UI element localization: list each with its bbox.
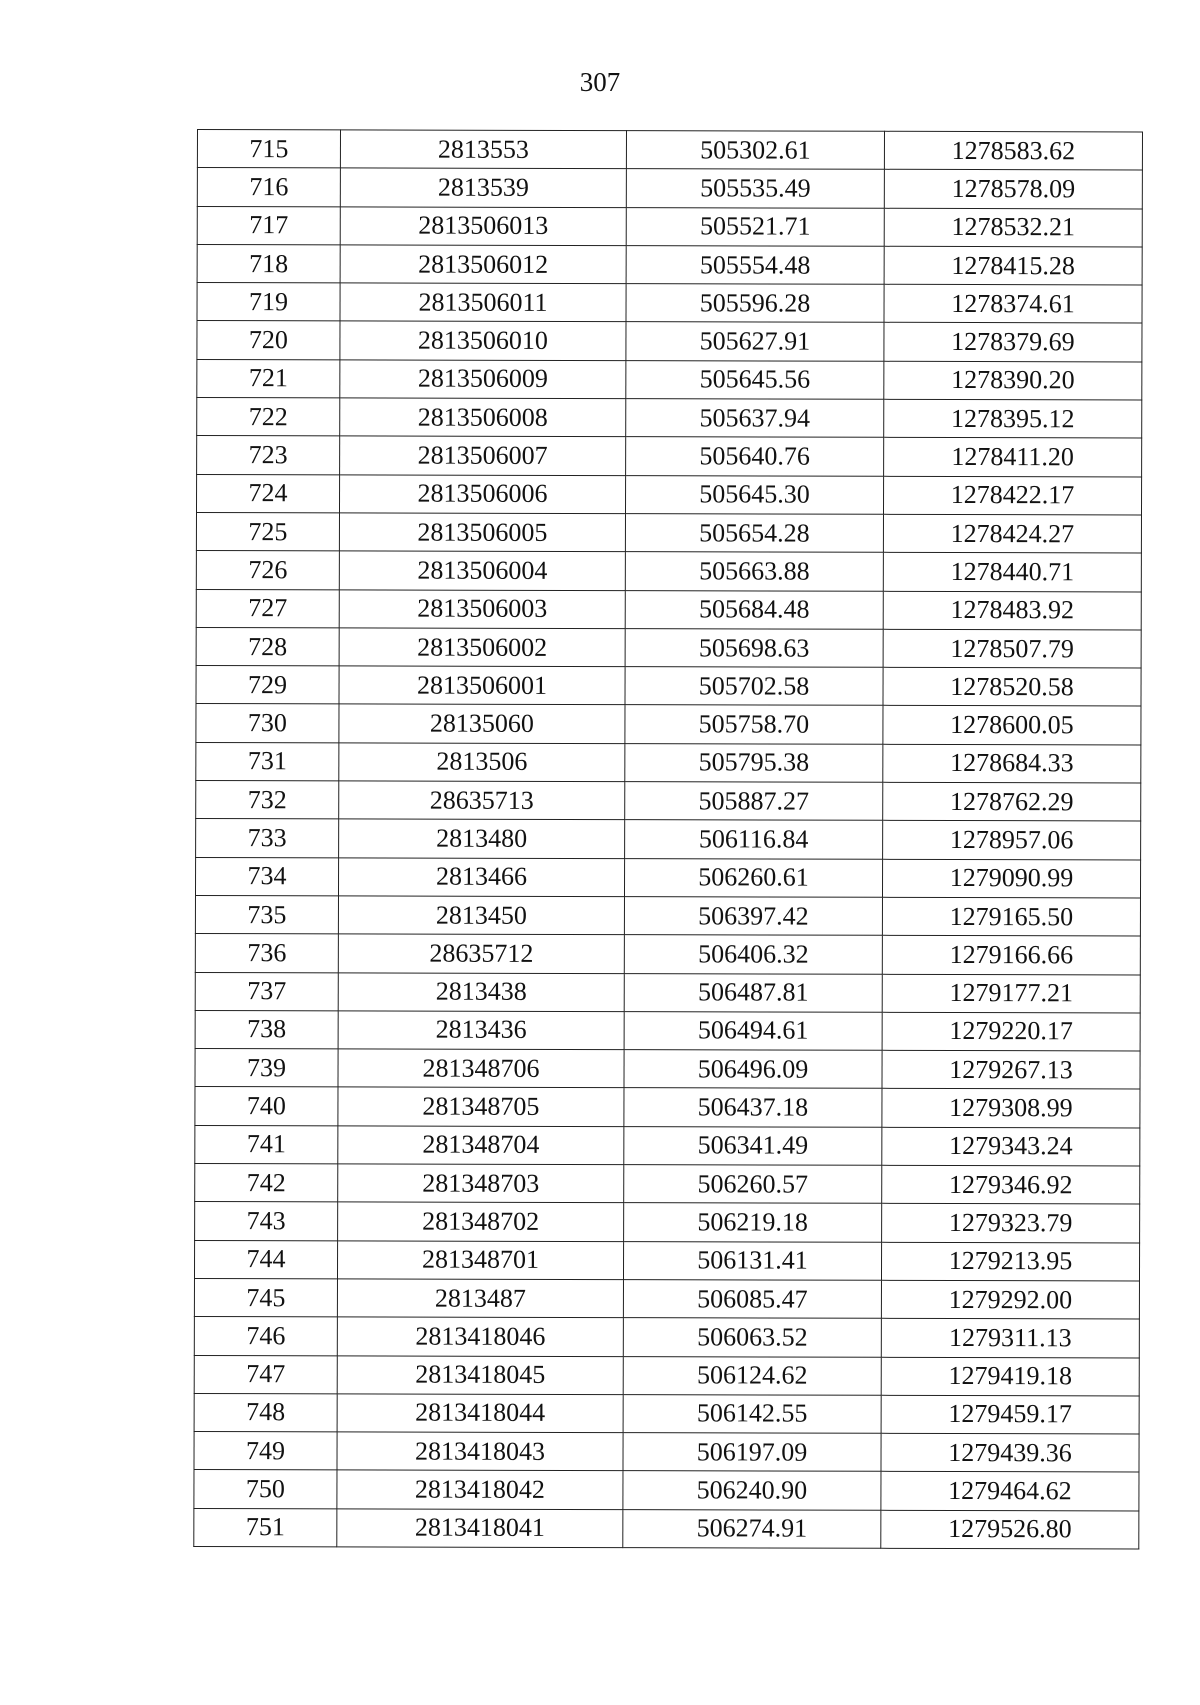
point-number-cell: 726 [196,551,339,590]
x-coordinate-cell: 506131.41 [623,1241,881,1280]
point-id-cell: 281348706 [338,1049,624,1088]
point-number-cell: 732 [196,781,339,820]
point-number-cell: 715 [197,130,340,169]
x-coordinate-cell: 505521.71 [626,207,884,246]
y-coordinate-cell: 1278374.61 [884,284,1142,323]
y-coordinate-cell: 1278507.79 [883,629,1141,668]
y-coordinate-cell: 1278583.62 [884,131,1142,170]
x-coordinate-cell: 506406.32 [624,935,882,974]
x-coordinate-cell: 506437.18 [624,1088,882,1127]
y-coordinate-cell: 1279323.79 [882,1204,1140,1243]
point-id-cell: 281348701 [337,1240,623,1279]
table-row [195,1202,1140,1243]
y-coordinate-cell: 1278684.33 [883,744,1141,783]
point-id-cell: 28635712 [338,934,624,973]
y-coordinate-cell: 1278600.05 [883,706,1141,745]
table-row [195,895,1140,936]
point-id-cell: 2813450 [338,896,624,935]
table-row [195,934,1140,975]
table-row [194,1278,1139,1319]
x-coordinate-cell: 506487.81 [624,973,882,1012]
y-coordinate-cell: 1279292.00 [881,1280,1139,1319]
x-coordinate-cell: 506085.47 [623,1280,881,1319]
point-id-cell: 2813506002 [339,628,625,667]
point-number-cell: 746 [194,1317,337,1356]
x-coordinate-cell: 506494.61 [624,1011,882,1050]
point-id-cell: 2813487 [337,1279,623,1318]
x-coordinate-cell: 506124.62 [623,1356,881,1395]
table-row [194,1393,1139,1434]
point-number-cell: 727 [196,589,339,628]
x-coordinate-cell: 505627.91 [626,322,884,361]
table-row [196,819,1141,860]
point-number-cell: 741 [195,1125,338,1164]
y-coordinate-cell: 1278411.20 [884,438,1142,477]
point-id-cell: 2813418044 [337,1394,623,1433]
point-id-cell: 281348702 [338,1202,624,1241]
y-coordinate-cell: 1278762.29 [883,782,1141,821]
point-id-cell: 28135060 [339,704,625,743]
x-coordinate-cell: 505702.58 [625,667,883,706]
x-coordinate-cell: 506197.09 [623,1433,881,1472]
point-number-cell: 743 [195,1202,338,1241]
table-row [196,627,1141,668]
y-coordinate-cell: 1279419.18 [881,1357,1139,1396]
point-id-cell: 28635713 [339,781,625,820]
table-row [196,512,1141,553]
x-coordinate-cell: 505640.76 [626,437,884,476]
x-coordinate-cell: 505795.38 [625,743,883,782]
point-id-cell: 2813418041 [337,1509,623,1548]
point-id-cell: 2813553 [340,130,626,169]
point-number-cell: 717 [197,206,340,245]
y-coordinate-cell: 1278957.06 [883,821,1141,860]
point-id-cell: 2813506011 [340,283,626,322]
x-coordinate-cell: 505302.61 [626,131,884,170]
table-row [194,1508,1139,1549]
table-row [196,551,1141,592]
point-number-cell: 736 [195,934,338,973]
point-number-cell: 728 [196,627,339,666]
y-coordinate-cell: 1278532.21 [884,208,1142,247]
point-number-cell: 750 [194,1470,337,1509]
y-coordinate-cell: 1279267.13 [882,1050,1140,1089]
point-id-cell: 281348704 [338,1126,624,1165]
x-coordinate-cell: 506219.18 [624,1203,882,1242]
point-id-cell: 2813506 [339,743,625,782]
y-coordinate-cell: 1279459.17 [881,1395,1139,1434]
table-row [195,972,1140,1013]
point-id-cell: 2813466 [338,858,624,897]
x-coordinate-cell: 506397.42 [624,897,882,936]
table-row [196,474,1141,515]
table-row [194,1470,1139,1511]
table-row [197,244,1142,285]
x-coordinate-cell: 505637.94 [626,399,884,438]
table-row [196,704,1141,745]
point-id-cell: 2813506004 [339,551,625,590]
point-number-cell: 731 [196,742,339,781]
table-row [197,436,1142,477]
x-coordinate-cell: 505645.56 [626,360,884,399]
point-number-cell: 729 [196,666,339,705]
point-id-cell: 2813506001 [339,666,625,705]
point-number-cell: 716 [197,168,340,207]
point-number-cell: 748 [194,1393,337,1432]
y-coordinate-cell: 1279177.21 [882,974,1140,1013]
x-coordinate-cell: 506142.55 [623,1394,881,1433]
y-coordinate-cell: 1279090.99 [882,859,1140,898]
y-coordinate-cell: 1279308.99 [882,1089,1140,1128]
point-number-cell: 739 [195,1049,338,1088]
x-coordinate-cell: 506496.09 [624,1050,882,1089]
y-coordinate-cell: 1278440.71 [883,553,1141,592]
table-row [196,589,1141,630]
point-id-cell: 2813506006 [339,475,625,514]
x-coordinate-cell: 505684.48 [625,590,883,629]
table-row [194,1240,1139,1281]
point-id-cell: 2813418043 [337,1432,623,1471]
x-coordinate-cell: 505554.48 [626,246,884,285]
y-coordinate-cell: 1279526.80 [881,1510,1139,1549]
table-row [195,1049,1140,1090]
coordinates-table [193,129,1143,1549]
y-coordinate-cell: 1278424.27 [883,514,1141,553]
point-number-cell: 718 [197,244,340,283]
table-row [197,359,1142,400]
x-coordinate-cell: 505663.88 [625,552,883,591]
point-number-cell: 747 [194,1355,337,1394]
point-number-cell: 745 [194,1278,337,1317]
x-coordinate-cell: 505535.49 [626,169,884,208]
table-row [194,1432,1139,1473]
x-coordinate-cell: 506260.61 [624,858,882,897]
y-coordinate-cell: 1278520.58 [883,667,1141,706]
table-row [195,1125,1140,1166]
point-id-cell: 2813418042 [337,1470,623,1509]
point-number-cell: 749 [194,1432,337,1471]
y-coordinate-cell: 1279220.17 [882,1012,1140,1051]
point-id-cell: 281348705 [338,1087,624,1126]
y-coordinate-cell: 1278415.28 [884,246,1142,285]
point-number-cell: 719 [197,283,340,322]
y-coordinate-cell: 1279166.66 [882,936,1140,975]
table-row [197,321,1142,362]
point-id-cell: 2813506010 [340,321,626,360]
point-number-cell: 737 [195,972,338,1011]
y-coordinate-cell: 1279165.50 [882,897,1140,936]
page-number: 307 [579,67,621,97]
point-id-cell: 2813539 [340,168,626,207]
point-id-cell: 2813418046 [337,1317,623,1356]
point-number-cell: 733 [196,819,339,858]
y-coordinate-cell: 1278578.09 [884,170,1142,209]
point-number-cell: 730 [196,704,339,743]
point-id-cell: 2813506003 [339,589,625,628]
table-row [196,666,1141,707]
point-number-cell: 744 [194,1240,337,1279]
point-number-cell: 742 [195,1164,338,1203]
y-coordinate-cell: 1279439.36 [881,1433,1139,1472]
point-id-cell: 2813418045 [337,1355,623,1394]
x-coordinate-cell: 506274.91 [623,1509,881,1548]
y-coordinate-cell: 1279464.62 [881,1472,1139,1511]
point-id-cell: 2813506013 [340,206,626,245]
point-id-cell: 2813506007 [340,436,626,475]
point-number-cell: 722 [197,398,340,437]
point-number-cell: 724 [196,474,339,513]
y-coordinate-cell: 1279343.24 [882,1127,1140,1166]
x-coordinate-cell: 505596.28 [626,284,884,323]
table-row [196,781,1141,822]
x-coordinate-cell: 506116.84 [625,820,883,859]
point-number-cell: 734 [195,857,338,896]
point-id-cell: 281348703 [338,1164,624,1203]
table-row [195,1010,1140,1051]
table-row [197,283,1142,324]
x-coordinate-cell: 506063.52 [623,1318,881,1357]
point-number-cell: 740 [195,1087,338,1126]
point-id-cell: 2813480 [339,819,625,858]
point-id-cell: 2813506008 [340,398,626,437]
table-row [197,206,1142,247]
x-coordinate-cell: 505645.30 [625,475,883,514]
point-number-cell: 735 [195,895,338,934]
point-number-cell: 738 [195,1010,338,1049]
x-coordinate-cell: 506341.49 [624,1126,882,1165]
table-row [195,857,1140,898]
table-row [195,1087,1140,1128]
table-row [195,1164,1140,1205]
point-number-cell: 751 [194,1508,337,1547]
point-id-cell: 2813438 [338,972,624,1011]
point-number-cell: 725 [196,512,339,551]
table-body [194,130,1143,1549]
table-row [197,398,1142,439]
y-coordinate-cell: 1278395.12 [884,399,1142,438]
x-coordinate-cell: 506260.57 [624,1165,882,1204]
point-id-cell: 2813506009 [340,360,626,399]
table-row [194,1317,1139,1358]
point-number-cell: 721 [197,359,340,398]
x-coordinate-cell: 506240.90 [623,1471,881,1510]
x-coordinate-cell: 505758.70 [625,705,883,744]
x-coordinate-cell: 505887.27 [625,782,883,821]
table-row [197,130,1142,171]
x-coordinate-cell: 505654.28 [625,514,883,553]
y-coordinate-cell: 1278390.20 [884,361,1142,400]
table-row [194,1355,1139,1396]
point-number-cell: 723 [197,436,340,475]
coordinates-table-wrapper [193,129,1142,1549]
y-coordinate-cell: 1278422.17 [883,476,1141,515]
table-row [197,168,1142,209]
table-row [196,742,1141,783]
y-coordinate-cell: 1278483.92 [883,591,1141,630]
point-id-cell: 2813436 [338,1011,624,1050]
y-coordinate-cell: 1279213.95 [881,1242,1139,1281]
y-coordinate-cell: 1278379.69 [884,323,1142,362]
x-coordinate-cell: 505698.63 [625,628,883,667]
y-coordinate-cell: 1279311.13 [881,1318,1139,1357]
y-coordinate-cell: 1279346.92 [882,1165,1140,1204]
point-number-cell: 720 [197,321,340,360]
point-id-cell: 2813506012 [340,245,626,284]
point-id-cell: 2813506005 [339,513,625,552]
